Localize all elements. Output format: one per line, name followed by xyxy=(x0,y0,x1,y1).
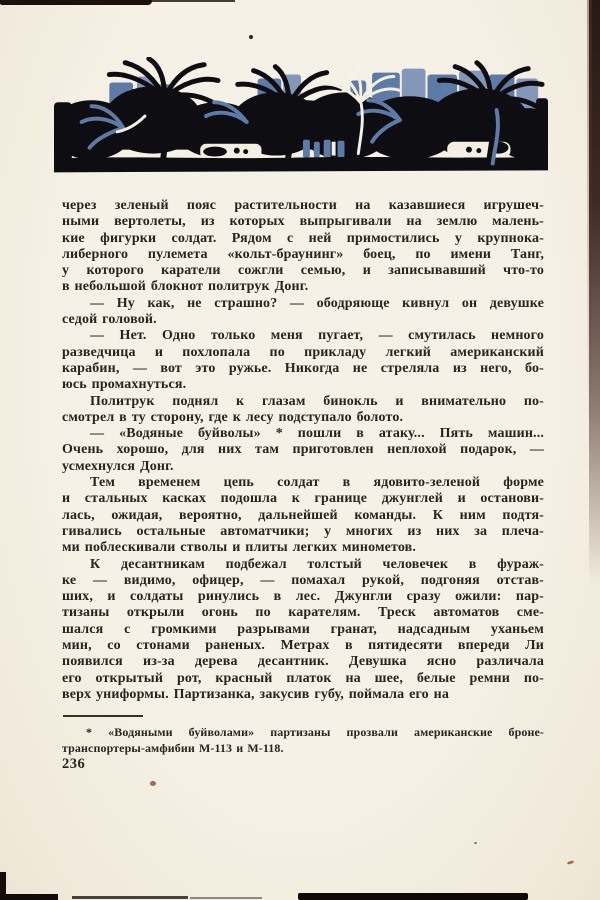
scan-edge-bottom-2 xyxy=(72,896,188,899)
text-line: через зеленый пояс растительности на казавшиеся игрушеч- xyxy=(62,198,544,213)
text-line: верх униформы. Партизанка, закусив губу, поймала его на xyxy=(62,686,450,702)
text-line: — Нет. Одно только меня пугает, — смутилась немного xyxy=(90,328,544,344)
body-text xyxy=(62,198,544,703)
text-line: — Ну как, не страшно? — ободряюще кивнул он девушке xyxy=(90,295,544,311)
text-line: Очень хорошо, для них там приготовлен неплохой подарок, — xyxy=(62,442,544,458)
scan-edge-bottom-3 xyxy=(190,897,262,899)
scan-edge-top-thin xyxy=(140,0,235,2)
text-line: ших, и солдаты ринулись в лес. Джунгли сразу ожили: пар- xyxy=(62,589,544,605)
scan-edge-right-spine-inner xyxy=(587,0,592,420)
text-line: либерного пулемета «кольт-браунинг» боец, по имени Танг, xyxy=(62,246,544,262)
jungle-illustration xyxy=(54,57,548,181)
page-number: 236 xyxy=(62,756,86,772)
dust-speck xyxy=(249,35,253,39)
text-line: ными вертолеты, из которых выпрыгивали на землю малень- xyxy=(62,214,544,230)
text-line: гивались остальные автоматчики; у многих из них за плеча- xyxy=(62,523,544,539)
dust-speck xyxy=(474,842,477,844)
text-line: шался с громкими разрывами гранат, надсадным уханьем xyxy=(62,621,544,637)
text-line: К десантникам подбежал толстый человечек в фураж- xyxy=(90,556,544,572)
text-line: седой головой. xyxy=(62,312,157,328)
text-line: в небольшой блокнот политрук Донг. xyxy=(62,279,309,295)
text-line: его открытый рот, красный платок на шее, белые ремни по- xyxy=(62,670,544,686)
scan-edge-bottom-4 xyxy=(298,893,528,900)
scan-edge-top-left xyxy=(0,0,152,5)
text-line: тизаны открыли огонь по карателям. Треск автоматов сме- xyxy=(62,605,544,621)
dust-speck xyxy=(150,781,156,786)
dust-speck xyxy=(567,860,575,865)
text-line: лась, ожидая, вероятно, дальнейшей команды. К ним подтя- xyxy=(62,507,544,523)
scan-edge-bottom-1 xyxy=(0,894,58,900)
text-line: — «Водяные буйволы» * пошли в атаку... Пять машин... xyxy=(90,426,544,442)
footnote-text xyxy=(62,724,544,756)
text-line: появился из-за дерева десантник. Девушка ясно различала xyxy=(62,654,544,670)
text-line: мин, со стонами раненых. Метрах в пятидесяти впереди Ли xyxy=(62,638,544,654)
footnote-line: * «Водяными буйволами» партизаны прозвали американские броне- xyxy=(86,725,544,739)
text-line: и стальных касках подошла к границе джунглей и останови- xyxy=(62,491,544,507)
text-line: усмехнулся Донг. xyxy=(62,458,174,474)
text-line: Тем временем цепь солдат в ядовито-зеленой форме xyxy=(90,475,544,491)
text-line: у которого каратели сожгли семью, и записывавший что-то xyxy=(62,263,544,279)
text-line: разведчица и похлопала по прикладу легкий американский xyxy=(62,344,544,360)
text-line: карабин, — вот это ружье. Никогда не стреляла из него, бо- xyxy=(62,360,544,376)
text-line: кие фигурки солдат. Рядом с ней примостились у крупнока- xyxy=(62,230,544,246)
text-line: смотрел в ту сторону, где к лесу подступало болото. xyxy=(62,409,404,425)
palm-silhouette-graphic xyxy=(54,57,548,181)
text-line: ми поблескивали стволы и плиты легких минометов. xyxy=(62,540,417,556)
footnote-line: транспортеры-амфибии М-113 и М-118. xyxy=(62,741,284,755)
text-line: ке — видимо, офицер, — помахал рукой, подгоняя отстав- xyxy=(62,572,544,588)
footnote-rule xyxy=(63,715,143,717)
text-line: Политрук поднял к глазам бинокль и внимательно по- xyxy=(90,393,544,409)
text-line: юсь промахнуться. xyxy=(62,377,187,393)
